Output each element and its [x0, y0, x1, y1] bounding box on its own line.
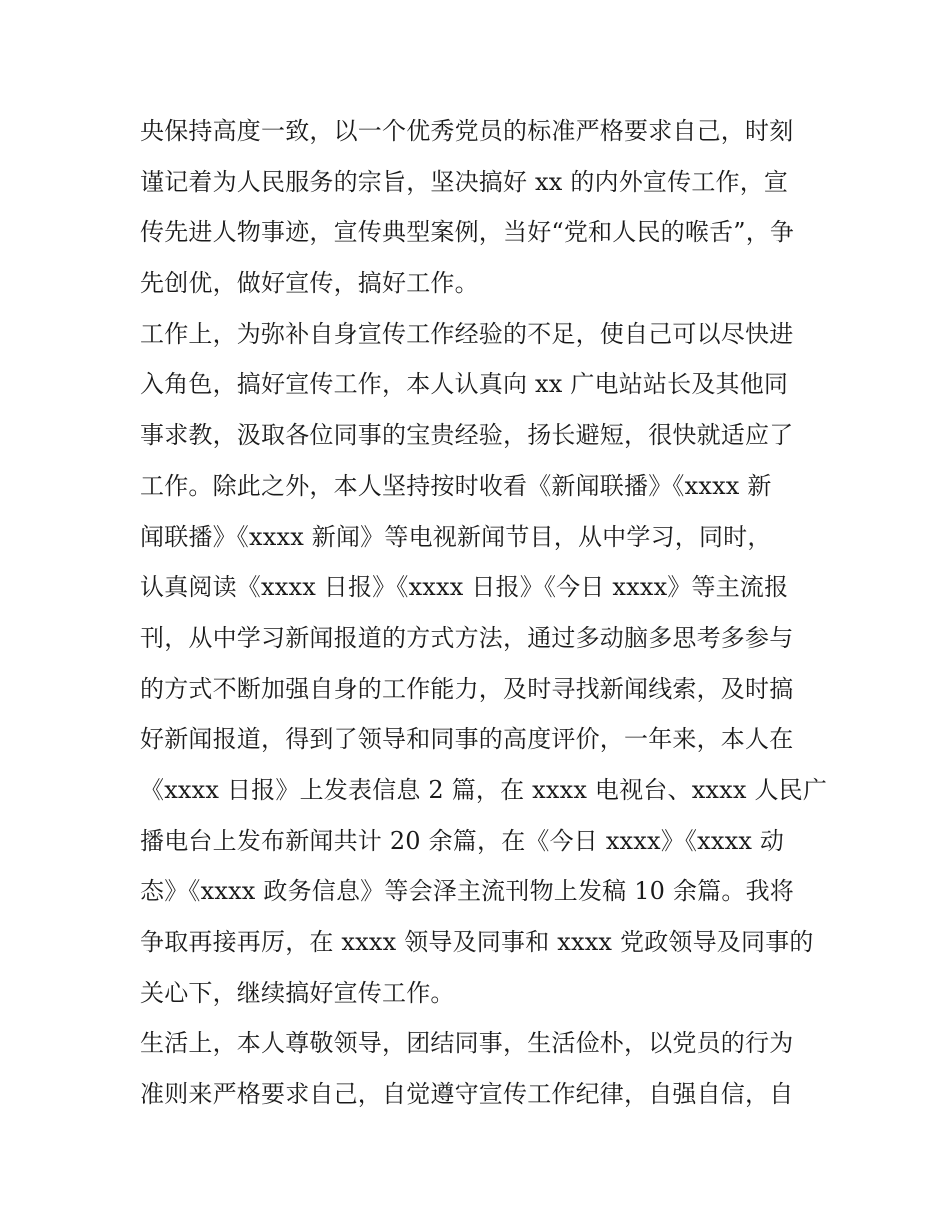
text-line: 的方式不断加强自身的工作能力，及时寻找新闻线索，及时搞 — [140, 674, 794, 703]
text-line: 谨记着为人民服务的宗旨，坚决搞好 xx 的内外宣传工作，宣 — [140, 167, 789, 196]
text-line: 播电台上发布新闻共计 20 余篇，在《今日 xxxx》《xxxx 动 — [140, 826, 785, 855]
text-line: 先创优，做好宣传，搞好工作。 — [140, 269, 479, 298]
text-line: 工作上，为弥补自身宣传工作经验的不足，使自己可以尽快进 — [140, 319, 794, 348]
text-line: 央保持高度一致，以一个优秀党员的标准严格要求自己，时刻 — [140, 117, 794, 145]
text-line: 刊，从中学习新闻报道的方式方法，通过多动脑多思考多参与 — [140, 623, 794, 652]
text-line: 事求教，汲取各位同事的宝贵经验，扬长避短，很快就适应了 — [140, 421, 794, 450]
text-line: 准则来严格要求自己，自觉遵守宣传工作纪律，自强自信，自 — [140, 1080, 794, 1109]
document-body — [140, 106, 828, 1120]
text-line: 争取再接再厉，在 xxxx 领导及同事和 xxxx 党政领导及同事的 — [140, 928, 814, 956]
text-line: 关心下，继续搞好宣传工作。 — [140, 978, 455, 1007]
text-line: 态》《xxxx 政务信息》等会泽主流刊物上发稿 10 余篇。我将 — [140, 877, 794, 906]
text-line: 《xxxx 日报》上发表信息 2 篇，在 xxxx 电视台、xxxx 人民广 — [140, 775, 828, 804]
text-line: 好新闻报道，得到了领导和同事的高度评价，一年来，本人在 — [140, 725, 794, 754]
text-line: 闻联播》《xxxx 新闻》等电视新闻节目，从中学习，同时， — [140, 522, 772, 551]
text-line: 生活上，本人尊敬领导，团结同事，生活俭朴，以党员的行为 — [140, 1029, 794, 1058]
text-line: 工作。除此之外，本人坚持按时收看《新闻联播》《xxxx 新 — [140, 471, 772, 500]
text-line: 认真阅读《xxxx 日报》《xxxx 日报》《今日 xxxx》等主流报 — [140, 573, 789, 602]
text-line: 入角色，搞好宣传工作，本人认真向 xx 广电站站长及其他同 — [140, 370, 789, 399]
text-line: 传先进人物事迹，宣传典型案例，当好“党和人民的喉舌”，争 — [140, 218, 795, 247]
